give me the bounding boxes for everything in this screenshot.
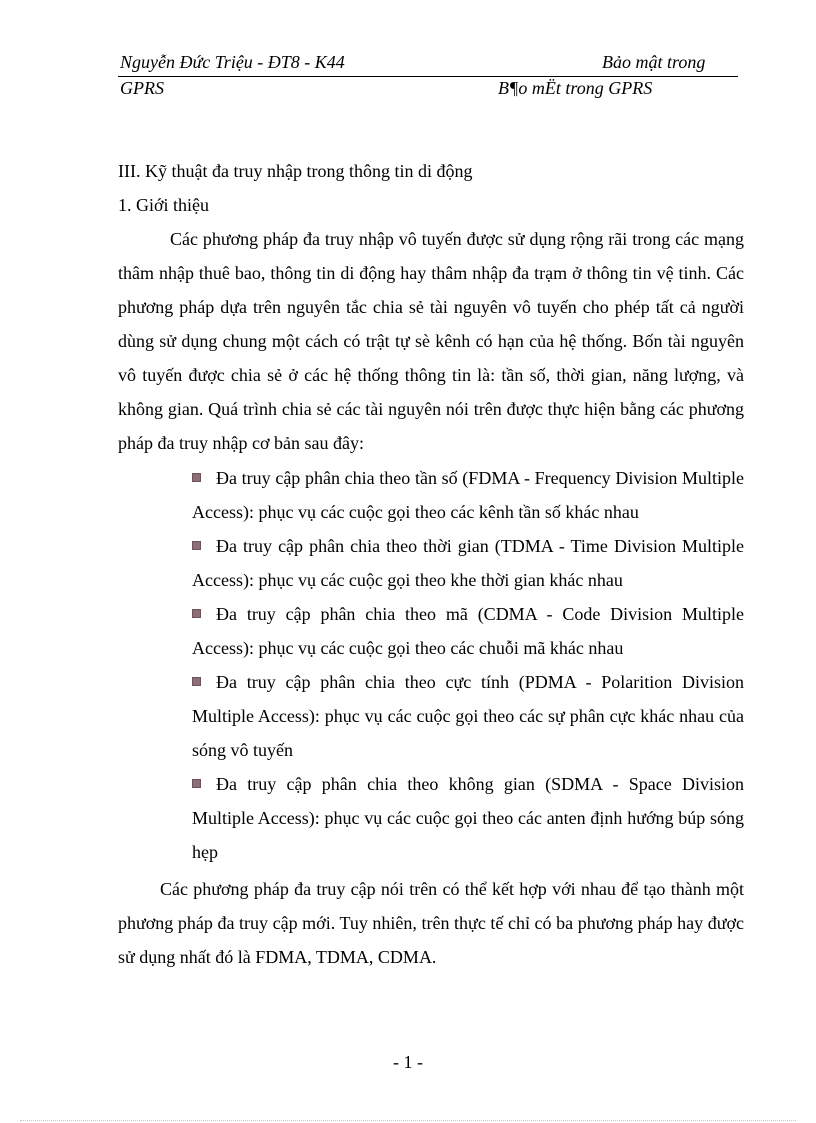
square-bullet-icon [192,473,201,482]
list-item-text: Đa truy cập phân chia theo mã (CDMA - Code Division Multiple Access): phục vụ các cuộc gọi theo các chuỗi mã khác nhau [192,604,744,658]
sub-heading: 1. Giới thiệu [118,195,210,215]
list-item-text: Đa truy cập phân chia theo cực tính (PDMA - Polarition Division Multiple Access): phục vụ các cuộc gọi theo các sự phân cực khác nhau của sóng vô tuyến [192,672,744,760]
closing-paragraph: Các phương pháp đa truy cập nói trên có thể kết hợp với nhau để tạo thành một phương pháp đa truy cập mới. Tuy nhiên, trên thực tế chỉ có ba phương pháp hay được sử dụng nhất đó là FDMA, TDMA, CDMA. [118,879,744,967]
list-item-text: Đa truy cập phân chia theo tần số (FDMA - Frequency Division Multiple Access): phục vụ các cuộc gọi theo các kênh tần số khác nhau [192,468,744,522]
square-bullet-icon [192,609,201,618]
page-number: - 1 - [393,1052,423,1072]
list-item [192,665,744,767]
header-divider [118,76,738,77]
header-title-garbled: B¶o mËt trong GPRS [498,78,653,98]
page-bottom-edge [20,1120,796,1121]
list-item-text: Đa truy cập phân chia theo thời gian (TDMA - Time Division Multiple Access): phục vụ các cuộc gọi theo khe thời gian khác nhau [192,536,744,590]
square-bullet-icon [192,541,201,550]
header-author: Nguyễn Đức Triệu - ĐT8 - K44 [120,52,345,72]
square-bullet-icon [192,677,201,686]
list-item [192,767,744,869]
header-subject: GPRS [120,78,164,98]
header-title: Bảo mật trong [602,52,706,72]
list-item [192,461,744,529]
access-methods-list [192,461,744,869]
section-heading: III. Kỹ thuật đa truy nhập trong thông tin di động [118,161,473,181]
list-item [192,529,744,597]
intro-paragraph: Các phương pháp đa truy nhập vô tuyến được sử dụng rộng rãi trong các mạng thâm nhập thuê bao, thông tin di động hay thâm nhập đa trạm ở thông tin vệ tinh. Các phương pháp dựa trên nguyên tắc chia sẻ tài nguyên vô tuyến cho phép tất cả người dùng sử dụng chung một cách có trật tự sè kênh có hạn của hệ thống. Bốn tài nguyên vô tuyến được chia sẻ ở các hệ thống thông tin là: tần số, thời gian, năng lượng, và không gian. Quá trình chia sẻ các tài nguyên nói trên được thực hiện bằng các phương pháp đa truy nhập cơ bản sau đây: [118,229,744,453]
page-header [118,52,738,102]
list-item [192,597,744,665]
square-bullet-icon [192,779,201,788]
list-item-text: Đa truy cập phân chia theo không gian (SDMA - Space Division Multiple Access): phục vụ các cuộc gọi theo các anten định hướng búp sóng hẹp [192,774,744,862]
